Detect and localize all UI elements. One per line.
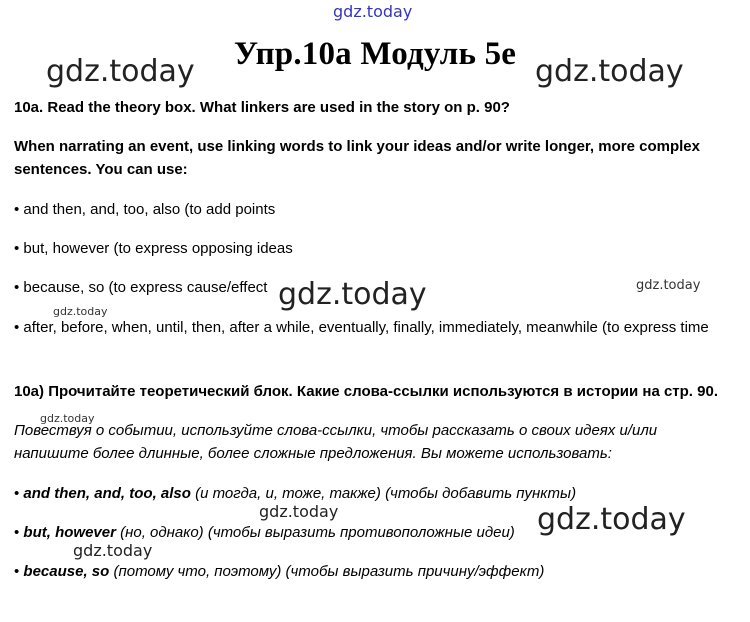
bullet-ru-3 <box>14 560 738 583</box>
question-en: 10a. Read the theory box. What linkers are used in the story on p. 90? <box>14 99 510 116</box>
bullet-en-4: • after, before, when, until, then, after a while, eventually, finally, immediately, meanwhile (to express time <box>14 319 709 336</box>
bullet-ru-3-rest: (потому что, поэтому) (чтобы выразить причину/эффект) <box>109 563 545 580</box>
watermark-mid-lower: gdz.today <box>259 502 339 521</box>
watermark-small-1: gdz.today <box>53 305 108 318</box>
bullet-ru-2-rest: (но, однако) (чтобы выразить противоположные идеи) <box>115 524 515 541</box>
page-title: Упр.10а Модуль 5е <box>233 36 517 72</box>
bullet-en-1: • and then, and, too, also (to add points <box>14 201 276 218</box>
bullet-ru-2-marker: • <box>14 524 24 541</box>
bullet-ru-1 <box>14 482 738 505</box>
bullet-ru-1-rest: (и тогда, и, тоже, также) (чтобы добавить пункты) <box>190 485 577 502</box>
bullet-en-2: • but, however (to express opposing ideas <box>14 240 293 257</box>
bullet-ru-3-terms: because, so <box>23 563 110 580</box>
watermark-small-2: gdz.today <box>40 412 95 425</box>
bullet-ru-1-terms: and then, and, too, also <box>23 485 191 502</box>
watermark-right-title: gdz.today <box>535 54 684 89</box>
watermark-left-lower: gdz.today <box>73 541 153 560</box>
bullet-en-3: • because, so (to express cause/effect <box>14 279 268 296</box>
watermark-right-lower: gdz.today <box>537 502 686 537</box>
watermark-left-title: gdz.today <box>46 54 195 89</box>
watermark-right-small: gdz.today <box>636 278 701 293</box>
intro-ru: Повествуя о событии, используйте слова-ссылки, чтобы рассказать о своих идеях и/или напишите более длинные, более сложные предложения. Вы можете использовать: <box>14 422 658 462</box>
watermark-center: gdz.today <box>278 277 427 312</box>
bullet-ru-2 <box>14 521 738 544</box>
watermark-top: gdz.today <box>333 2 413 21</box>
bullet-ru-3-marker: • <box>14 563 24 580</box>
bullet-ru-2-terms: but, however <box>23 524 116 541</box>
bullet-ru-1-marker: • <box>14 485 24 502</box>
intro-en: When narrating an event, use linking words to link your ideas and/or write longer, more complex sentences. You can use: <box>14 138 700 178</box>
question-ru: 10а) Прочитайте теоретический блок. Какие слова-ссылки используются в истории на стр. 90. <box>14 383 718 400</box>
